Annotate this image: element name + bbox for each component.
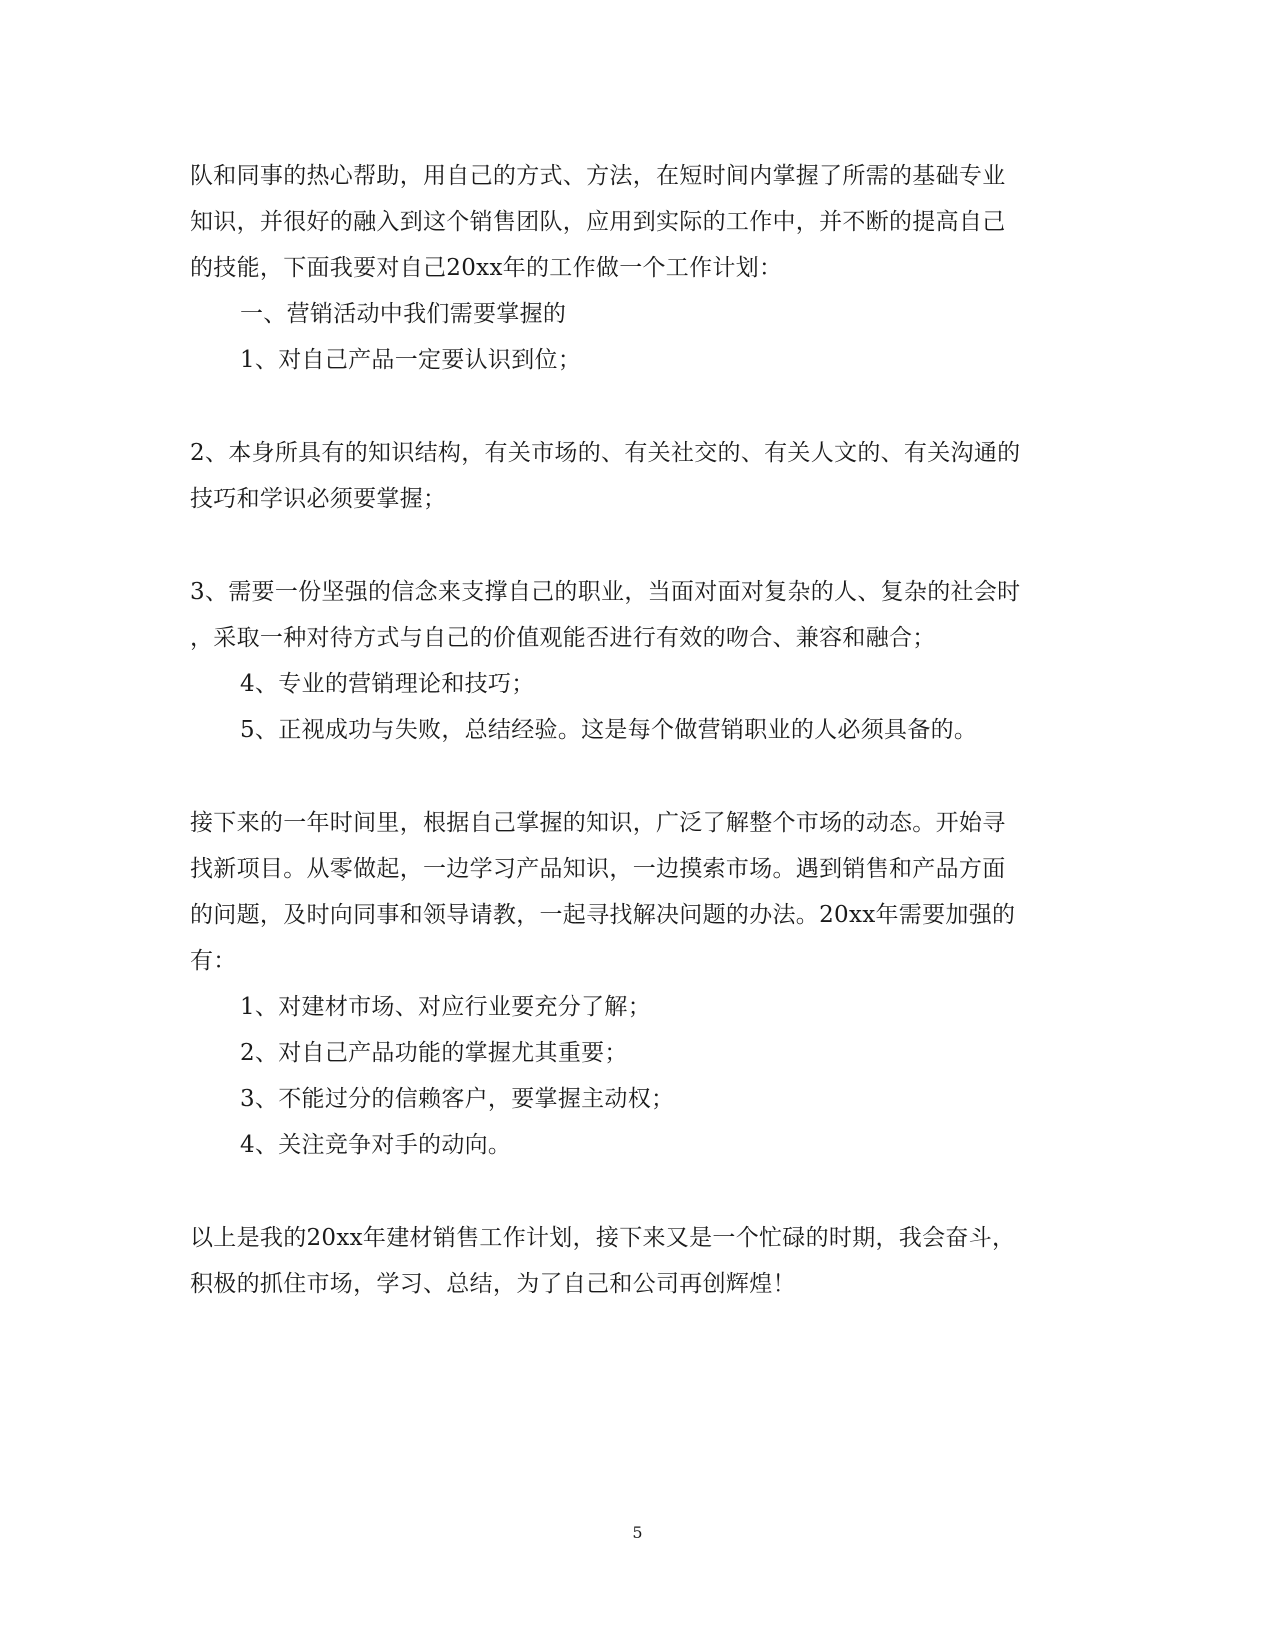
text-line: 有：: [190, 948, 237, 974]
list-item: 1、对自己产品一定要认识到位；: [240, 347, 582, 373]
section-heading: 一、营销活动中我们需要掌握的: [240, 301, 567, 327]
text-line: ，采取一种对待方式与自己的价值观能否进行有效的吻合、兼容和融合；: [190, 625, 936, 651]
text-line: 队和同事的热心帮助，用自己的方式、方法，在短时间内掌握了所需的基础专业: [190, 163, 1006, 189]
text-line: 的问题，及时向同事和领导请教，一起寻找解决问题的办法。20xx年需要加强的: [190, 902, 1016, 928]
text-line: 技巧和学识必须要掌握；: [190, 486, 447, 512]
text-line: 积极的抓住市场，学习、总结，为了自己和公司再创辉煌！: [190, 1271, 796, 1297]
list-item: 4、关注竞争对手的动向。: [240, 1132, 512, 1158]
list-item: 3、需要一份坚强的信念来支撑自己的职业，当面对面对复杂的人、复杂的社会时: [190, 579, 1021, 605]
list-item: 2、本身所具有的知识结构，有关市场的、有关社交的、有关人文的、有关沟通的: [190, 440, 1021, 466]
page-number: 5: [632, 1523, 643, 1542]
text-line: 的技能，下面我要对自己20xx年的工作做一个工作计划：: [190, 255, 783, 281]
text-line: 接下来的一年时间里，根据自己掌握的知识，广泛了解整个市场的动态。开始寻: [190, 810, 1006, 836]
list-item: 4、专业的营销理论和技巧；: [240, 671, 535, 697]
text-line: 找新项目。从零做起，一边学习产品知识，一边摸索市场。遇到销售和产品方面: [190, 856, 1006, 882]
list-item: 3、不能过分的信赖客户，要掌握主动权；: [240, 1086, 675, 1112]
list-item: 2、对自己产品功能的掌握尤其重要；: [240, 1040, 628, 1066]
text-line: 以上是我的20xx年建材销售工作计划，接下来又是一个忙碌的时期，我会奋斗，: [190, 1225, 1016, 1251]
list-item: 1、对建材市场、对应行业要充分了解；: [240, 994, 652, 1020]
text-line: 知识，并很好的融入到这个销售团队，应用到实际的工作中，并不断的提高自己: [190, 209, 1006, 235]
list-item: 5、正视成功与失败，总结经验。这是每个做营销职业的人必须具备的。: [240, 717, 978, 743]
